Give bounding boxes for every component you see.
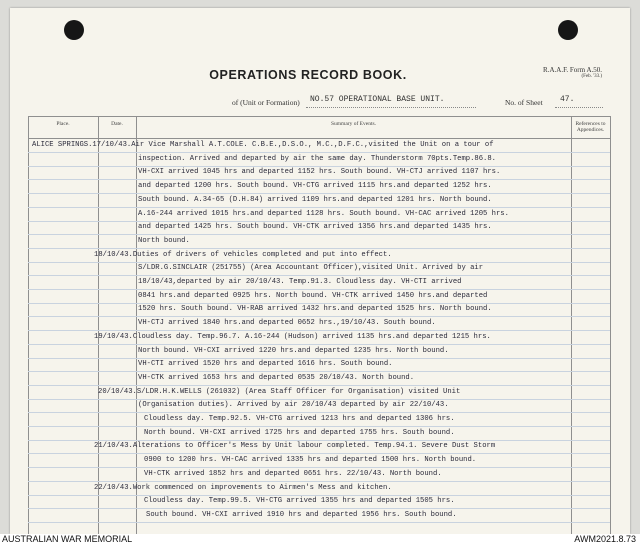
entry-line: Cloudless day. Temp.99.5. VH-CTG arrived 1355 hrs and departed 1505 hrs. <box>144 497 455 506</box>
ruled-line <box>28 495 610 496</box>
ruled-line <box>28 275 610 276</box>
entry-line: 0841 hrs.and departed 0925 hrs. North bound. VH-CTK arrived 1450 hrs.and departed <box>138 291 488 300</box>
unit-label: of (Unit or Formation) <box>232 98 300 107</box>
entry-line: and departed 1425 hrs. South bound. VH-CTK arrived 1356 hrs.and departed 1435 hrs. <box>138 223 492 232</box>
ruled-line <box>28 152 610 153</box>
entry-line: VH-CXI arrived 1045 hrs and departed 1152 hrs. South bound. VH-CTJ arrived 1107 hrs. <box>138 168 501 177</box>
record-sheet <box>10 8 630 534</box>
entry-line: ALICE SPRINGS.17/10/43.Air Vice Marshall A.T.COLE. C.B.E.,D.S.O., M.C.,D.F.C.,visited the Unit on a tour of <box>32 141 494 149</box>
ruled-line <box>28 371 610 372</box>
entry-line: 21/10/43.Alterations to Officer's Mess by Unit labour completed. Temp.94.1. Severe Dust Storm <box>94 442 496 451</box>
ruled-line <box>28 234 610 235</box>
entry-line: South bound. A.34-65 (D.H.84) arrived 1109 hrs.and departed 1201 hrs. North bound. <box>138 195 492 204</box>
punch-hole-left <box>64 20 84 40</box>
ruled-line <box>28 426 610 427</box>
entry-line: 0900 to 1200 hrs. VH-CAC arrived 1335 hrs and departed 1500 hrs. North bound. <box>144 456 477 465</box>
entry-line: inspection. Arrived and departed by air the same day. Thunderstorm 70pts.Temp.86.8. <box>138 154 496 163</box>
column-header-references-line: References to <box>575 121 606 127</box>
footer-credit: AUSTRALIAN WAR MEMORIAL <box>2 534 133 544</box>
entry-line: 22/10/43.Work commenced on improvements to Airmen's Mess and kitchen. <box>94 483 392 492</box>
ruled-line <box>28 358 610 359</box>
ruled-line <box>28 508 610 509</box>
ruled-line <box>28 344 610 345</box>
entry-line: North bound. VH-CXI arrived 1725 hrs and departed 1755 hrs. South bound. <box>144 428 455 437</box>
ruled-line <box>28 467 610 468</box>
sheet-label: No. of Sheet <box>505 98 543 107</box>
entry-line: VH-CTJ arrived 1840 hrs.and departed 0652 hrs.,19/10/43. South bound. <box>138 319 436 328</box>
ruled-line <box>28 221 610 222</box>
entry-line: S/LDR.G.SINCLAIR (251755) (Area Accountant Officer),visited Unit. Arrived by air <box>138 264 484 273</box>
ruled-line <box>28 289 610 290</box>
punch-hole-right <box>558 20 578 40</box>
entry-line: Cloudless day. Temp.92.5. VH-CTG arrived 1213 hrs and departed 1306 hrs. <box>144 415 455 423</box>
entry-line: VH-CTK arrived 1653 hrs and departed 0535 20/10/43. North bound. <box>138 373 415 382</box>
page-title: OPERATIONS RECORD BOOK. <box>209 68 407 82</box>
ruled-line <box>28 385 610 386</box>
ruled-line <box>28 522 610 523</box>
ruled-line <box>28 248 610 249</box>
ruled-line <box>28 481 610 482</box>
column-header-place: Place. <box>56 121 70 127</box>
entry-line: 18/10/43.Duties of drivers of vehicles completed and put into effect. <box>94 250 392 259</box>
column-rule <box>610 116 611 534</box>
entry-line: 1520 hrs. South bound. VH-RAB arrived 1432 hrs.and departed 1525 hrs. North bound. <box>138 305 492 314</box>
ruled-line <box>28 262 610 263</box>
entry-line: A.16-244 arrived 1015 hrs.and departed 1128 hrs. South bound. VH-CAC arrived 1205 hrs. <box>138 209 509 218</box>
column-header-references-line: Appendices. <box>576 127 605 133</box>
entry-line: VH-CTI arrived 1520 hrs and departed 1616 hrs. South bound. <box>138 360 393 369</box>
form-reference <box>543 66 602 79</box>
form-date: (Feb. '33.) <box>581 74 602 79</box>
unit-underline <box>306 107 476 108</box>
entry-line: and departed 1200 hrs. South bound. VH-CTG arrived 1115 hrs.and departed 1252 hrs. <box>138 182 492 191</box>
entry-line: North bound. <box>138 236 190 245</box>
ruled-line <box>28 399 610 400</box>
ruled-line <box>28 303 610 304</box>
entry-line: 18/10/43,departed by air 20/10/43. Temp.91.3. Cloudless day. VH-CTI arrived <box>138 278 462 286</box>
ruled-line <box>28 166 610 167</box>
form-number: R.A.A.F. Form A.50. <box>543 66 602 74</box>
entry-line: South bound. VH-CXI arrived 1910 hrs and departed 1956 hrs. South bound. <box>146 510 457 519</box>
sheet-underline <box>555 107 603 108</box>
ruled-line <box>28 330 610 331</box>
ruled-line <box>28 207 610 208</box>
entry-line: (Organisation duties). Arrived by air 20/10/43 departed by air 22/10/43. <box>138 401 449 410</box>
footer-catalogue-number: AWM2021.8.73 <box>574 534 636 544</box>
table-top-rule <box>28 116 610 117</box>
column-header-date: Date. <box>111 121 123 127</box>
ruled-line <box>28 412 610 413</box>
ruled-line <box>28 193 610 194</box>
ruled-line <box>28 453 610 454</box>
entry-line: 19/10/43.Cloudless day. Temp.96.7. A.16-244 (Hudson) arrived 1135 hrs.and departed 1215 hrs. <box>94 332 491 341</box>
entry-line: North bound. VH-CXI arrived 1220 hrs.and departed 1235 hrs. North bound. <box>138 346 449 355</box>
ruled-line <box>28 179 610 180</box>
column-header-summary: Summary of Events. <box>330 121 377 127</box>
column-header-references <box>571 121 610 133</box>
ruled-line <box>28 316 610 317</box>
sheet-number: 47. <box>560 95 575 104</box>
ruled-line <box>28 440 610 441</box>
footer-bar <box>0 534 640 546</box>
entry-line: 20/10/43.S/LDR.H.K.WELLS (261032) (Area Staff Officer for Organisation) visited Unit <box>98 387 461 396</box>
header-bottom-rule <box>28 138 610 139</box>
unit-name: NO.57 OPERATIONAL BASE UNIT. <box>310 95 445 104</box>
entry-line: VH-CTK arrived 1852 hrs and departed 0651 hrs. 22/10/43. North bound. <box>144 469 442 478</box>
